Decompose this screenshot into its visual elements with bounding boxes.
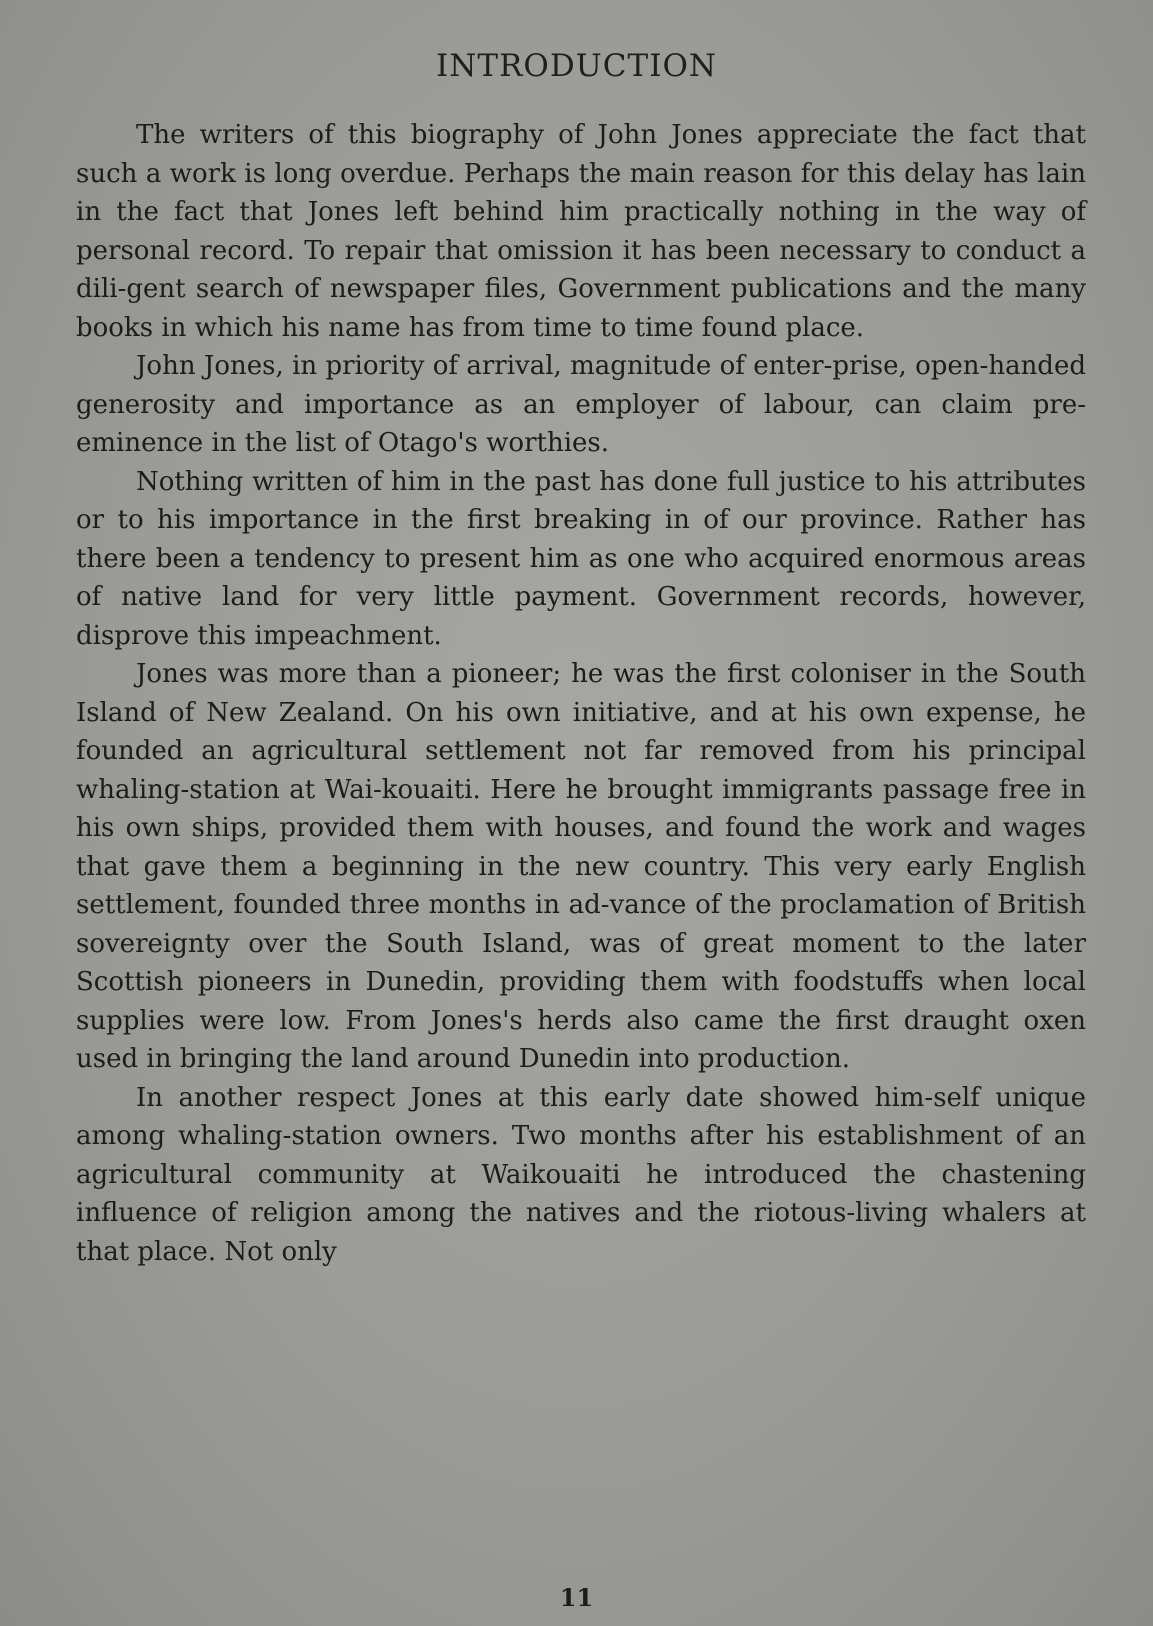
body-text	[76, 116, 1086, 1271]
paragraph-3: Nothing written of him in the past has done full justice to his attributes or to his importance in the first breaking in of our province. Rather has there been a tendency to present him as one who acquired enormous areas of native land for very little payment. Government records, however, disprove this impeachment.	[76, 466, 1086, 651]
page-number: 11	[559, 1583, 594, 1612]
paragraph-2: John Jones, in priority of arrival, magnitude of enter-prise, open-handed generosity and importance as an employer of labour, can claim pre-eminence in the list of Otago's worthies.	[76, 351, 1086, 458]
paragraph-5: In another respect Jones at this early date showed him-self unique among whaling-station owners. Two months after his establishment of an agricultural community at Waikouaiti he introduced the chastening influence of religion among the natives and the riotous-living whalers at that place. Not only	[76, 1082, 1086, 1267]
running-head: INTRODUCTION	[436, 48, 717, 84]
paragraph-1: The writers of this biography of John Jones appreciate the fact that such a work is long overdue. Perhaps the main reason for this delay has lain in the fact that Jones left behind him practically nothing in the way of personal record. To repair that omission it has been necessary to conduct a dili-gent search of newspaper files, Government publications and the many books in which his name has from time to time found place.	[76, 120, 1086, 343]
paragraph-4: Jones was more than a pioneer; he was the first coloniser in the South Island of New Zealand. On his own initiative, and at his own expense, he founded an agricultural settlement not far removed from his principal whaling-station at Wai-kouaiti. Here he brought immigrants passage free in his own ships, provided them with houses, and found the work and wages that gave them a beginning in the new country. This very early English settlement, founded three months in ad-vance of the proclamation of British sovereignty over the South Island, was of great moment to the later Scottish pioneers in Dunedin, providing them with foodstuffs when local supplies were low. From Jones's herds also came the first draught oxen used in bringing the land around Dunedin into production.	[76, 659, 1086, 1074]
